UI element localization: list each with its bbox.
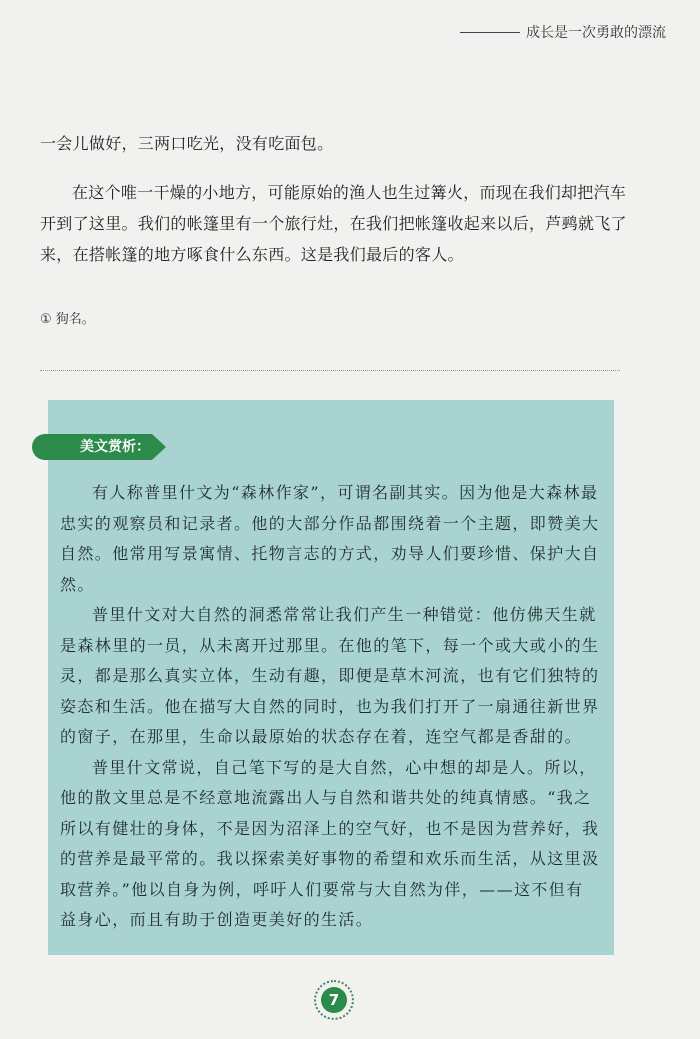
appreciation-paragraph: 有人称普里什文为“森林作家”，可谓名副其实。因为他是大森林最忠实的观察员和记录者。他的大部分作品都围绕着一个主题，即赞美大自然。他常用写景寓情、托物言志的方式，劝导人们要珍惜、保护大自然。 (60, 483, 600, 594)
body-text (40, 128, 640, 288)
appreciation-paragraph: 普里什文对大自然的洞悉常常让我们产生一种错觉：他仿佛天生就是森林里的一员，从未离开过那里。在他的笔下，每一个或大或小的生灵，都是那么真实立体，生动有趣，即便是草木河流，也有它们独特的姿态和生活。他在描写大自然的同时，也为我们打开了一扇通往新世界的窗子，在那里，生命以最原始的状态存在着，连空气都是香甜的。 (60, 605, 600, 746)
appreciation-tag: 美文赏析： (32, 434, 152, 460)
running-head-title: 成长是一次勇敢的漂流 (526, 25, 666, 41)
page-number-badge (314, 980, 354, 1020)
appreciation-paragraph: 普里什文常说，自己笔下写的是大自然，心中想的却是人。所以，他的散文里总是不经意地流露出人与自然和谐共处的纯真情感。“我之所以有健壮的身体，不是因为沼泽上的空气好，也不是因为营养好，我的营养是最平常的。我以探索美好事物的希望和欢乐而生活，从这里汲取营养。”他以自身为例，呼吁人们要常与大自然为伴，——这不但有益身心，而且有助于创造更美好的生活。 (60, 757, 600, 929)
body-paragraph: 在这个唯一干燥的小地方，可能原始的渔人也生过篝火，而现在我们却把汽车开到了这里。我们的帐篷里有一个旅行灶，在我们把帐篷收起来以后，芦鹀就飞了来，在搭帐篷的地方啄食什么东西。这是我们最后的客人。 (40, 183, 627, 264)
footnote: ① 狗名。 (40, 312, 95, 327)
page-number: 7 (321, 987, 347, 1013)
appreciation-text (60, 478, 600, 936)
section-divider (40, 370, 620, 371)
running-head (460, 22, 680, 42)
running-head-rule (460, 32, 520, 33)
body-paragraph: 一会儿做好，三两口吃光，没有吃面包。 (40, 134, 334, 153)
